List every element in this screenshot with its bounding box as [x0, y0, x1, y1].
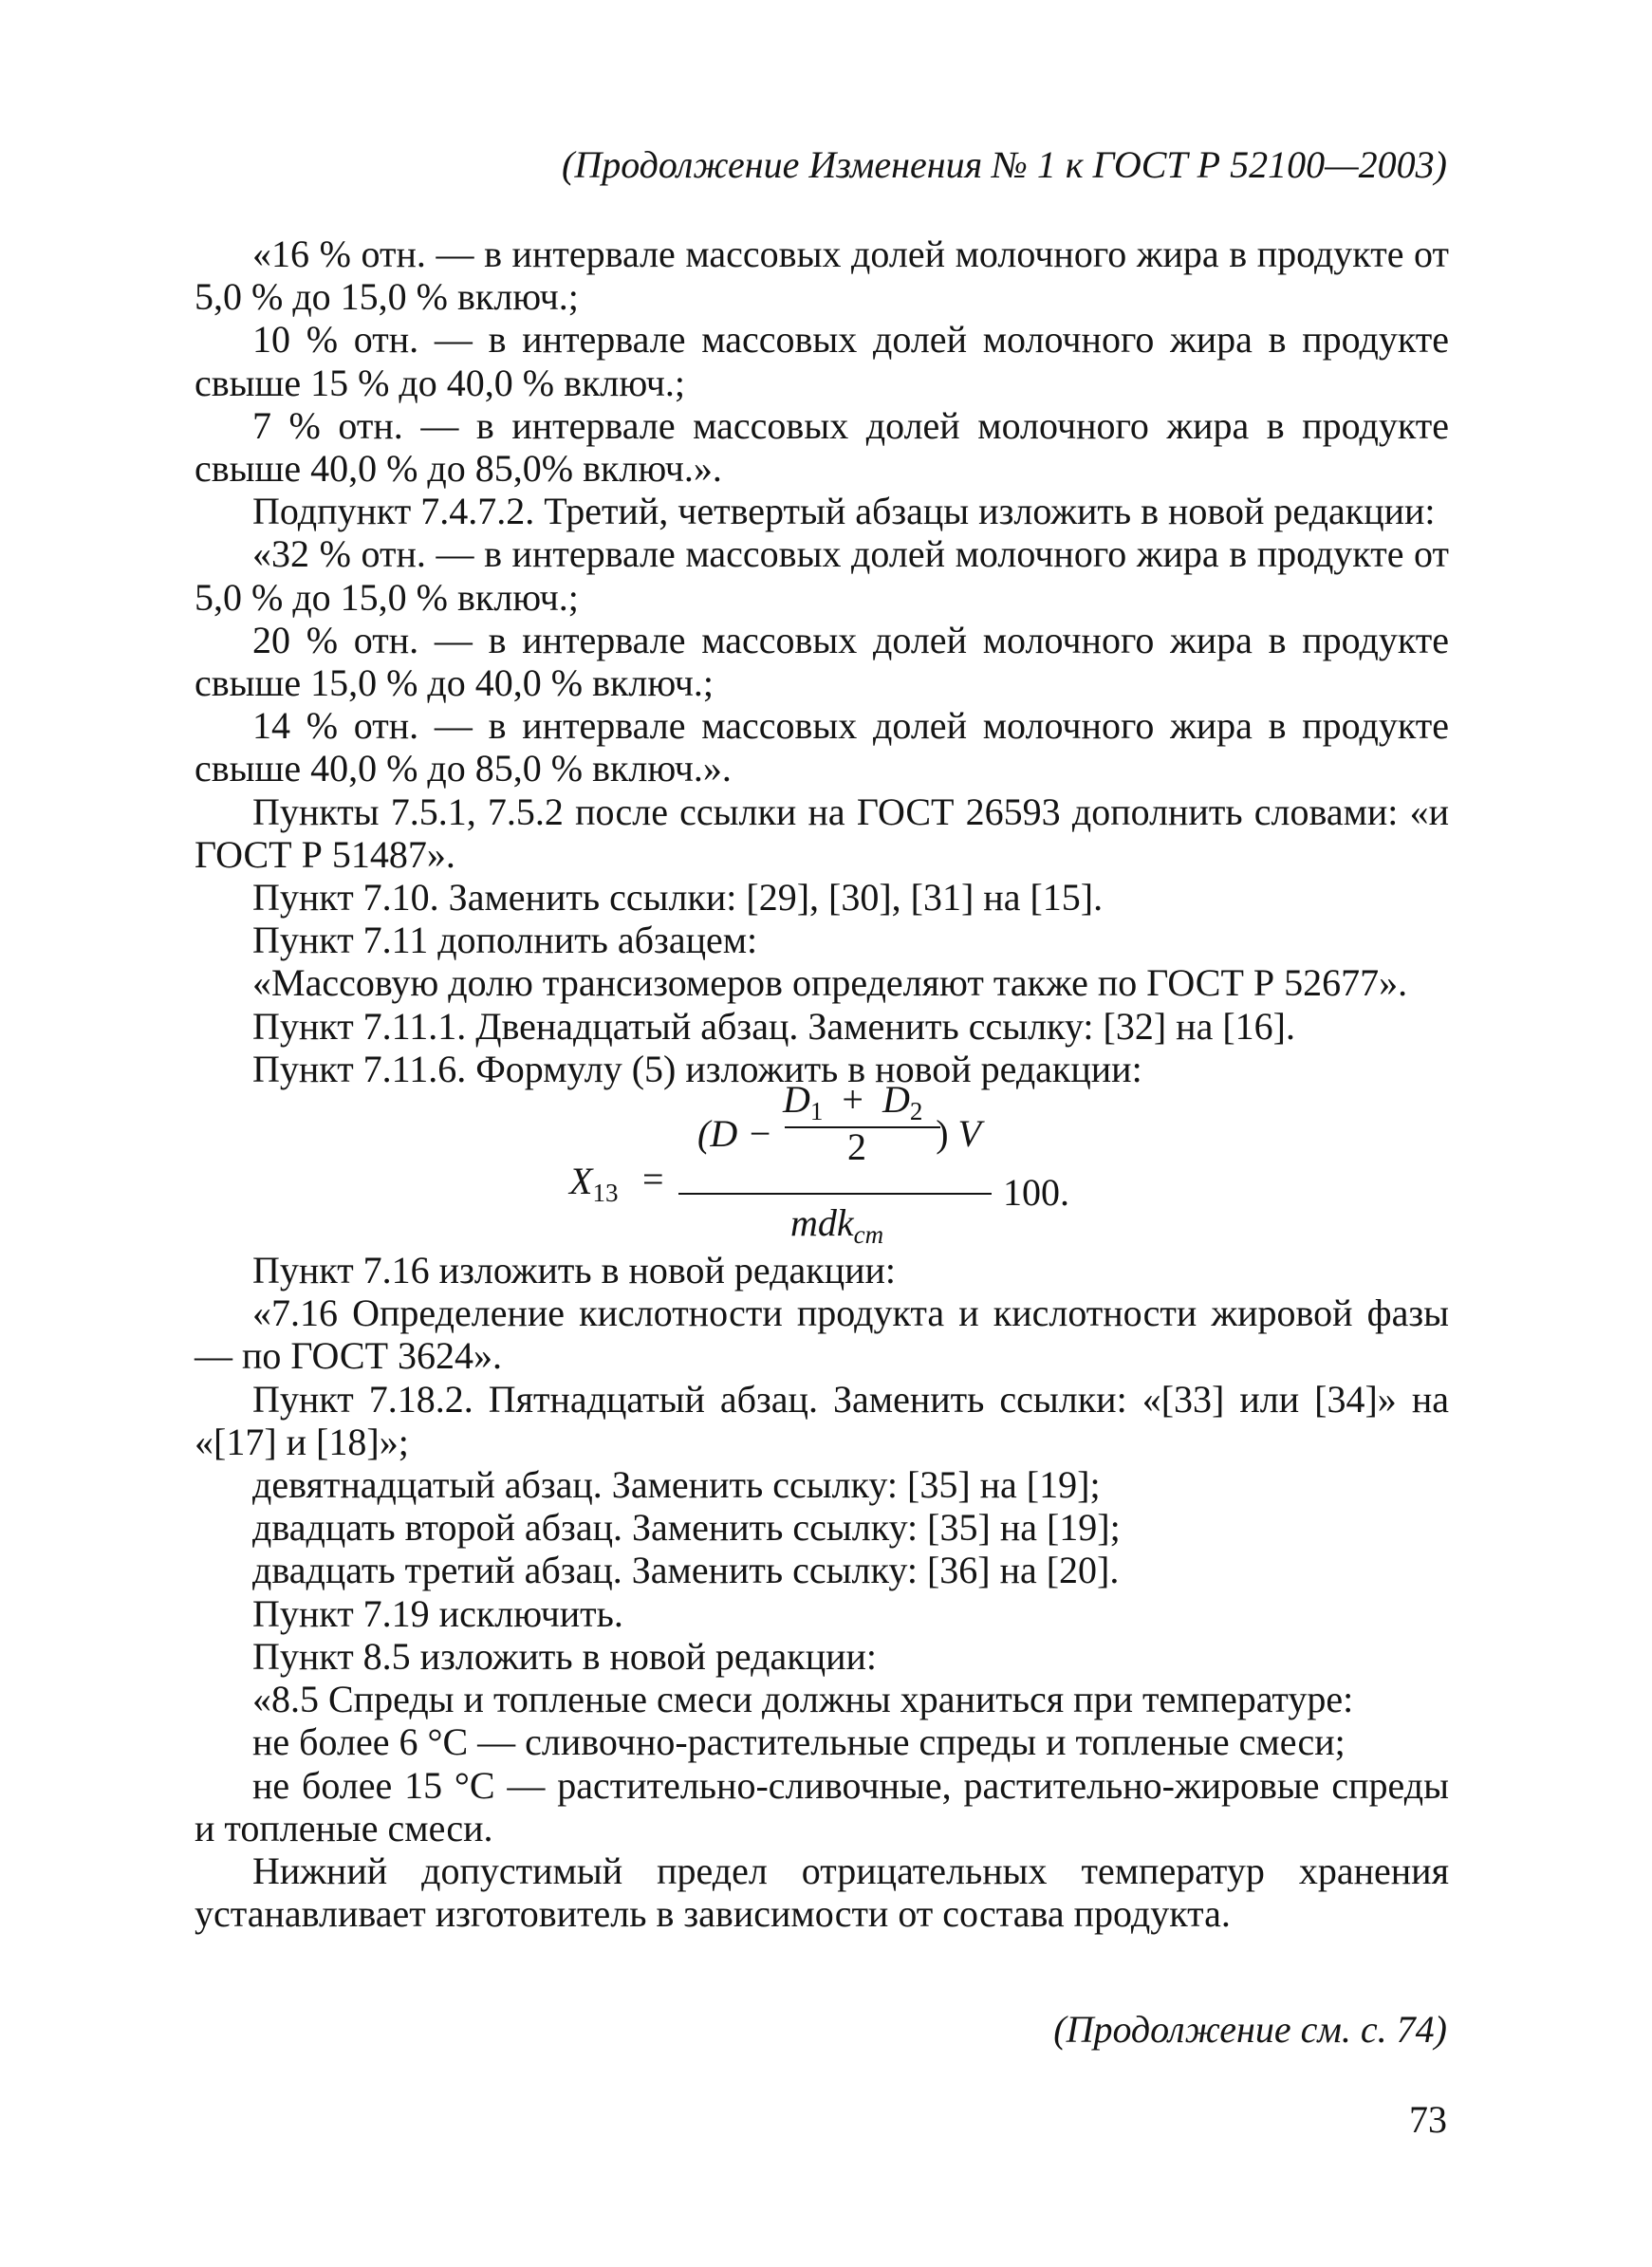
document-body: [195, 232, 1449, 1935]
paragraph: 7 % отн. — в интервале массовых долей молочного жира в продукте свыше 40,0 % до 85,0% включ.».: [195, 403, 1449, 491]
paragraph: Нижний допустимый предел отрицательных температур хранения устанавливает изготовитель в зависимости от состава продукта.: [195, 1849, 1449, 1936]
paragraph: Подпункт 7.4.7.2. Третий, четвертый абзацы изложить в новой редакции:: [252, 490, 1436, 533]
page-header: (Продолжение Изменения № 1 к ГОСТ Р 52100—2003): [562, 143, 1447, 186]
paragraph: Пункты 7.5.1, 7.5.2 после ссылки на ГОСТ 26593 дополнить словами: «и ГОСТ Р 51487».: [195, 790, 1449, 876]
paragraph: не более 6 °С — сливочно-растительные спреды и топленые смеси;: [252, 1720, 1346, 1764]
formula-inner-fraction: $D_1 + D_2$ 2: [783, 1081, 922, 1124]
paragraph: не более 15 °С — растительно-сливочные, растительно-жировые спреды и топленые смеси.: [195, 1763, 1449, 1849]
paragraph: «32 % отн. — в интервале массовых долей молочного жира в продукте от 5,0 % до 15,0 % включ.;: [195, 532, 1449, 619]
formula-lhs: $X_{13}$: [569, 1160, 619, 1208]
inner-fraction-divisor: 2: [847, 1125, 866, 1169]
paragraph: двадцать второй абзац. Заменить ссылку: [35] на [19];: [252, 1506, 1121, 1550]
continuation-note: (Продолжение см. с. 74): [1053, 2008, 1447, 2051]
paragraph: 14 % отн. — в интервале массовых долей молочного жира в продукте свыше 40,0 % до 85,0 % включ.».: [195, 704, 1449, 790]
paragraph: Пункт 7.10. Заменить ссылки: [29], [30], [31] на [15].: [252, 876, 1104, 920]
paragraph: Пункт 8.5 изложить в новой редакции:: [252, 1634, 878, 1678]
page-number: 73: [1409, 2098, 1447, 2141]
formula-factor: 100.: [1003, 1171, 1069, 1215]
formula-numerator: (D − ) V: [697, 1112, 981, 1156]
formula-equals: =: [642, 1158, 664, 1201]
paragraph: Пункт 7.18.2. Пятнадцатый абзац. Заменить ссылки: «[33] или [34]» на «[17] и [18]»;: [195, 1377, 1449, 1463]
paragraph: Пункт 7.11.6. Формулу (5) изложить в новой редакции:: [252, 1047, 1142, 1090]
paragraph: Пункт 7.19 исключить.: [252, 1591, 623, 1635]
formula-x13: [195, 1078, 1449, 1250]
paragraph: Пункт 7.11 дополнить абзацем:: [252, 919, 758, 962]
paragraph: Пункт 7.11.1. Двенадцатый абзац. Заменить ссылку: [32] на [16].: [252, 1004, 1295, 1048]
main-fraction-bar: [678, 1193, 992, 1195]
paragraph: 20 % отн. — в интервале массовых долей молочного жира в продукте свыше 15,0 % до 40,0 % включ.;: [195, 618, 1449, 705]
paragraph: «16 % отн. — в интервале массовых долей молочного жира в продукте от 5,0 % до 15,0 % включ.;: [195, 232, 1449, 319]
formula-denominator: mdk$_{cm}$: [790, 1201, 884, 1250]
paragraph: «7.16 Определение кислотности продукта и кислотности жировой фазы — по ГОСТ 3624».: [195, 1291, 1449, 1378]
paragraph: двадцать третий абзац. Заменить ссылку: [36] на [20].: [252, 1549, 1120, 1592]
paragraph: девятнадцатый абзац. Заменить ссылку: [35] на [19];: [252, 1463, 1101, 1507]
paragraph: «Массовую долю трансизомеров определяют также по ГОСТ Р 52677».: [252, 961, 1408, 1005]
paragraph: 10 % отн. — в интервале массовых долей молочного жира в продукте свыше 15 % до 40,0 % включ.;: [195, 318, 1449, 404]
paragraph: «8.5 Спреды и топленые смеси должны храниться при температуре:: [252, 1678, 1354, 1721]
paragraph: Пункт 7.16 изложить в новой редакции:: [252, 1249, 897, 1292]
